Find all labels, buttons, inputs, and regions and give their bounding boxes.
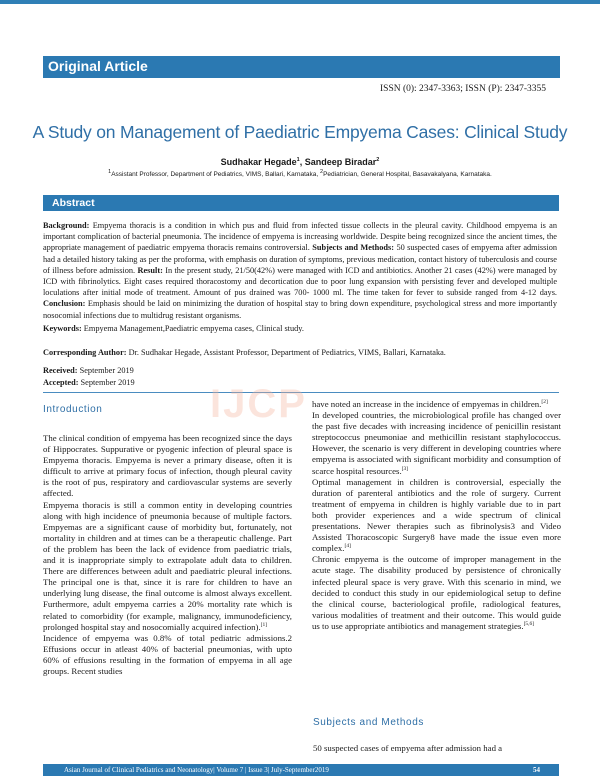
affiliations: [0, 168, 600, 178]
received-text: September 2019: [77, 366, 134, 375]
abstract-label: Background:: [43, 221, 90, 230]
author-list: [0, 157, 600, 167]
journal-watermark: IJCP: [210, 382, 307, 426]
received-label: Received:: [43, 366, 78, 375]
corresponding-label: Corresponding Author:: [43, 348, 127, 357]
accepted-text: September 2019: [78, 378, 135, 387]
issn-line: ISSN (0): 2347-3363; ISSN (P): 2347-3355: [380, 84, 546, 94]
corresponding-author: [43, 348, 557, 357]
paragraph-text: Chronic empyema is the outcome of improper management in the acute stage. The disability produced by persistence of chronically infected pleural space is very grave. With this scenario in mind, we decided to conduct this study in our epidemiological setup to define the clinical course, bacteriological profile, radiological features, various modalities of treatment and their outcome. This would guide us to use appropriate antibiotics and management strategies.: [312, 554, 561, 631]
affiliation-text: Assistant Professor, Department of Pediatrics, VIMS, Ballari, Karnataka,: [111, 171, 321, 178]
accepted-date: [43, 378, 135, 387]
footer-journal: Asian Journal of Clinical Pediatrics and Neonatology| Volume 7 | Issue 3| July-September2019: [64, 766, 329, 774]
paragraph: [312, 399, 561, 410]
author-affil-sup: 1: [296, 157, 300, 163]
author-name: Sudhakar Hegade: [220, 157, 297, 167]
citation: [5,6]: [523, 620, 535, 627]
received-date: [43, 366, 134, 375]
citation: [2]: [541, 399, 548, 406]
abstract-text: 50 suspected cases of empyema after admission had a detailed history taking as per the proforma, with emphasis on duration of symptoms, previous medication, contact history of tuberculosis and course of illness before admission.: [43, 243, 557, 275]
paragraph: [312, 410, 561, 477]
paragraph: [43, 500, 292, 633]
author-affil-sup: 2: [376, 157, 380, 163]
affil-sup: 1: [108, 168, 112, 175]
author-name: Sandeep Biradar: [304, 157, 377, 167]
paragraph: Incidence of empyema was 0.8% of total pediatric admissions.2 Effusions occur in atleast 40% of bacterial pneumonias, with upto 60% of effusions resulting in the formation of empyema in all age groups. Recent studies: [43, 632, 292, 676]
abstract-label: Conclusion:: [43, 299, 86, 309]
affiliation-text: Pediatrician, General Hospital, Basavakalyana, Karnataka.: [323, 171, 492, 178]
abstract-text: Empyema thoracis is a condition in which pus and fluid from infected tissue collects in the pleural cavity. Childhood empyema is an important complication of bacterial pneumonia. The incidence of empyema is increasing worldwide. Despite being recognized since the ancient times, the appropriate management of paediatric empyema thoracis remains controversial.: [43, 221, 557, 253]
citation: [3]: [401, 465, 409, 472]
paragraph: The clinical condition of empyema has been recognized since the days of Hippocrates. Suppurative or pyogenic infection of pleural space is Empyema thoracis. Empyema is never a primary disease, often it is difficult to arrive at primary focus of infection, though pleural cavity is the root of pus, respiratory and cardiovascular systems are severly affected.: [43, 433, 292, 499]
abstract-label: Result:: [137, 265, 163, 275]
paragraph-text: have noted an increase in the incidence of empyemas in children.: [312, 399, 542, 409]
article-type-label: Original Article: [48, 58, 148, 74]
keywords-label: Keywords:: [43, 324, 82, 333]
top-accent-bar: [0, 0, 600, 4]
page-number: 54: [533, 766, 540, 774]
abstract-text: Emphasis should be laid on minimizing the duration of hospital stay to bring down expenditure, psychological stress and more importantly nosocomial infections due to multidrug resistant organisms.: [43, 299, 557, 320]
corresponding-text: Dr. Sudhakar Hegade, Assistant Professor, Department of Pediatrics, VIMS, Ballari, Karnataka.: [126, 348, 446, 357]
keywords-text: Empyema Management,Paediatric empyema cases, Clinical study.: [81, 324, 304, 333]
abstract-label: Subjects and Methods:: [312, 243, 395, 253]
abstract-band: [43, 195, 559, 211]
methods-heading: Subjects and Methods: [313, 717, 424, 728]
paragraph-text: Optimal management in children is controversial, especially the duration of parenteral antibiotics and the role of surgery. Current treatment of empyema in children is highly variable due to in part both provider experiences and a wide spectrum of clinical presentations. Newer therapies such as fibrinolysis3 and Video Assisted Thoracoscopic Surgery8 have made the issue even more complex.: [312, 476, 561, 554]
paragraph-text: Empyema thoracis is still a common entity in developing countries along with high incidence of pneumonia because of multiple factors. Empyemas are a significant cause of morbidity but, fortunately, not mortality in children and at times can be a therapeutic challenge. Part of the problem has been the lack of evidence from paediatric trials, and it is inappropriate simply to extrapolate adult data to children. There are differences between adult and paediatric pleural infections. The principal one is that, since it is rare for children to have an underlying lung disease, the final outcome is almost always excellent. Furthermore, adult empyema carries a 20% mortality rate which is related to comorbidity (for example, malignancy, immunodeficiency, prolonged hospital stay and nosocomially acquired infection).: [43, 499, 292, 632]
paragraph: [312, 477, 561, 555]
keywords: [43, 324, 557, 333]
paragraph-text: In developed countries, the microbiological profile has changed over the past five decades with increasing incidence of penicillin resistant streptococcus pneumoniae and methicillin resistant staphylococcus. However, the scenario is very different in developing countries where empyema is associated with significant morbidity and consumption of scarce hospital resources.: [312, 410, 561, 476]
citation: [1]: [260, 621, 268, 628]
author-separator: ,: [299, 157, 305, 167]
accepted-label: Accepted:: [43, 378, 79, 387]
abstract-text: In the present study, 21/50(42%) were managed with ICD and antibiotics. Another 21 cases (42%) were managed by ICD with fibrinolytics. Eight cases required thoracostomy and decortication due to poor lung expansion with persisting fever and developed multiple loculations after initial mode of treatment. Amount of pus drained was 700- 1000 ml. The time taken for fever to subside ranged from 4-12 days.: [43, 265, 557, 298]
affil-sup: 2: [320, 168, 324, 175]
paragraph: [312, 554, 561, 632]
article-title: A Study on Management of Paediatric Empyema Cases: Clinical Study: [32, 122, 568, 142]
methods-text: 50 suspected cases of empyema after admission had a: [313, 743, 503, 753]
citation: [4]: [344, 543, 351, 550]
right-column: [312, 399, 561, 632]
abstract-body: [43, 220, 557, 321]
intro-heading: Introduction: [43, 404, 103, 415]
abstract-heading: Abstract: [52, 197, 95, 209]
left-column: [43, 433, 292, 677]
